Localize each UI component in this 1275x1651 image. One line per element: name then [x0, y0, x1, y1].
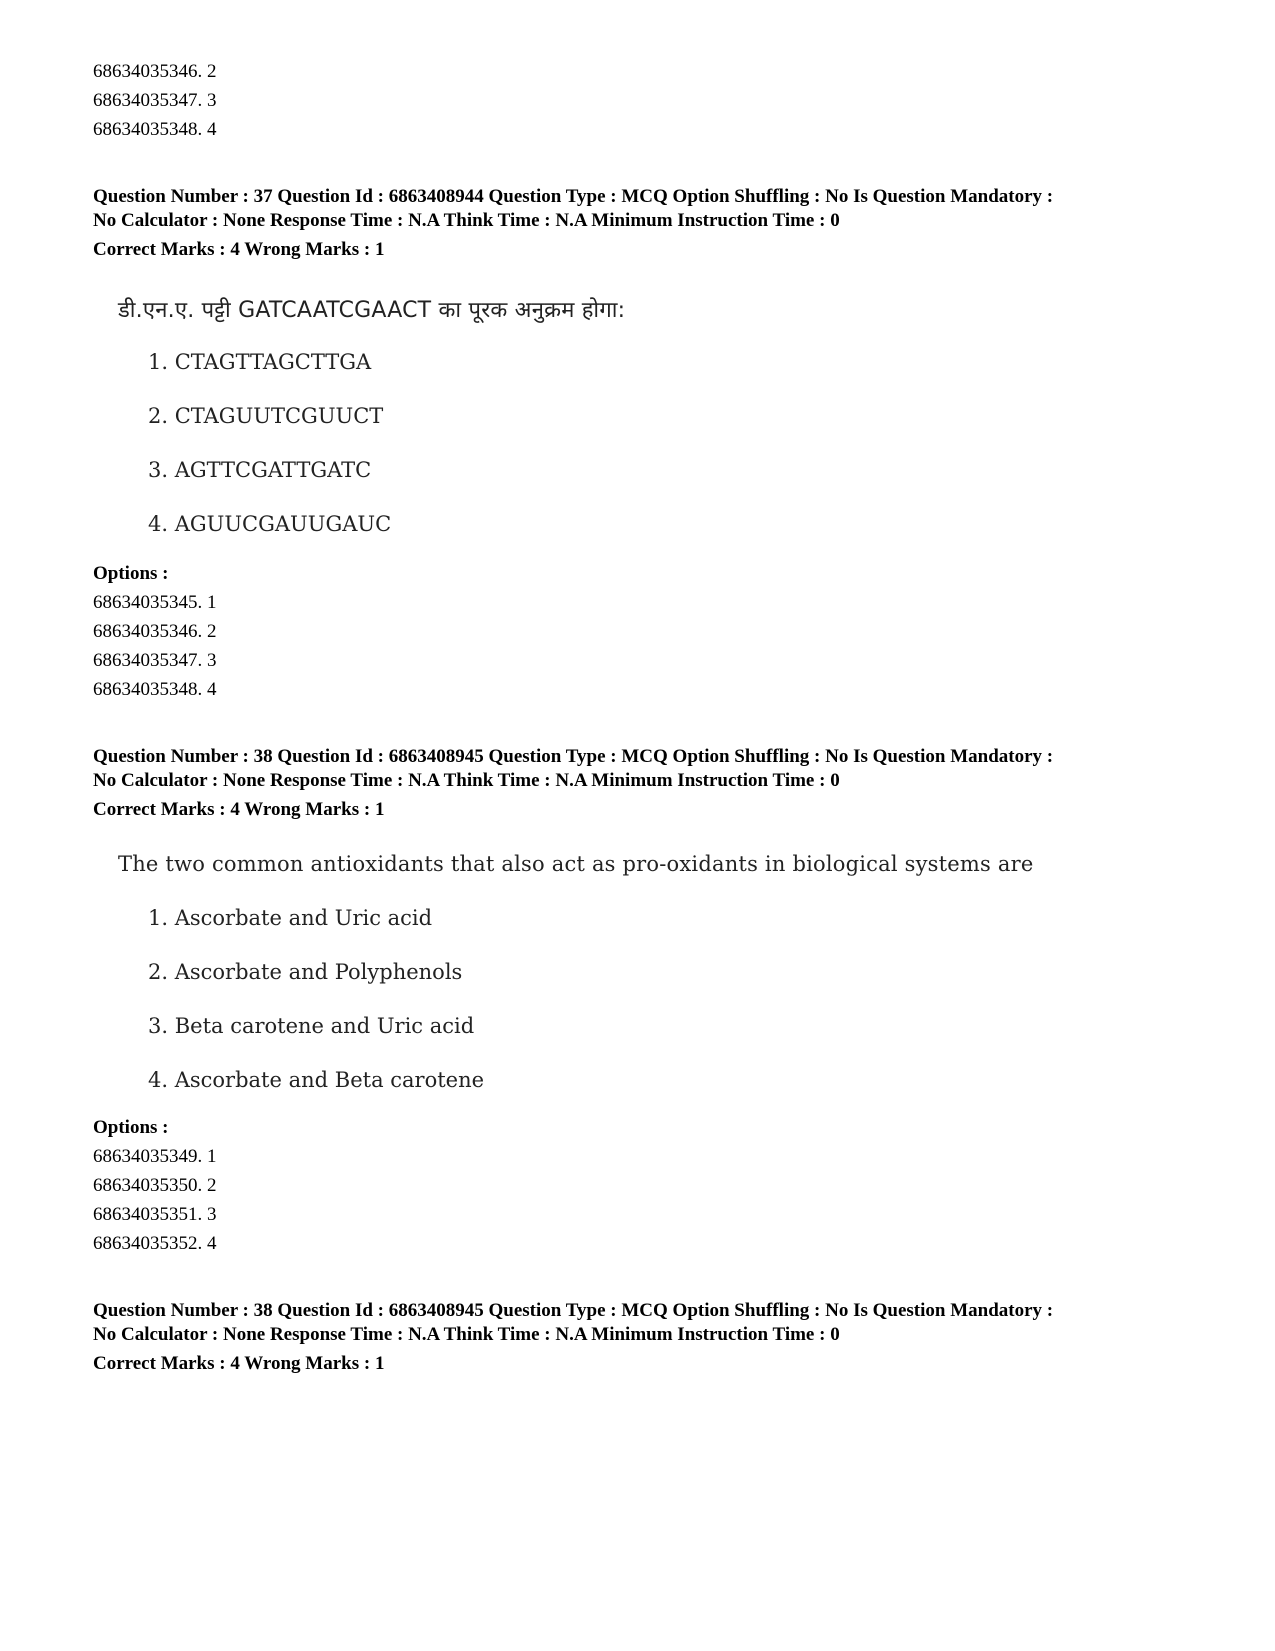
- question-text: The two common antioxidants that also act as pro-oxidants in biological systems are: [118, 852, 1034, 876]
- question-header: No Calculator : None Response Time : N.A Think Time : N.A Minimum Instruction Time : 0: [93, 210, 840, 231]
- option-line: 68634035351. 3: [93, 1204, 217, 1225]
- question-header: Question Number : 38 Question Id : 6863408945 Question Type : MCQ Option Shuffling : No Is Question Mandatory :: [93, 746, 1054, 767]
- question-marks: Correct Marks : 4 Wrong Marks : 1: [93, 1353, 385, 1374]
- option-line: 68634035352. 4: [93, 1233, 217, 1254]
- option-line: 68634035350. 2: [93, 1175, 217, 1196]
- question-marks: Correct Marks : 4 Wrong Marks : 1: [93, 799, 385, 820]
- question-choice: 1. CTAGTTAGCTTGA: [148, 350, 372, 374]
- option-line: 68634035347. 3: [93, 650, 217, 671]
- option-line: 68634035346. 2: [93, 61, 217, 82]
- question-choice: 2. Ascorbate and Polyphenols: [148, 960, 463, 984]
- question-header: No Calculator : None Response Time : N.A Think Time : N.A Minimum Instruction Time : 0: [93, 1324, 840, 1345]
- question-choice: 3. Beta carotene and Uric acid: [148, 1014, 475, 1038]
- options-label: Options :: [93, 563, 169, 584]
- option-line: 68634035348. 4: [93, 119, 217, 140]
- question-choice: 4. AGUUCGAUUGAUC: [148, 512, 392, 536]
- option-line: 68634035347. 3: [93, 90, 217, 111]
- options-label: Options :: [93, 1117, 169, 1138]
- question-choice: 2. CTAGUUTCGUUCT: [148, 404, 384, 428]
- question-marks: Correct Marks : 4 Wrong Marks : 1: [93, 239, 385, 260]
- question-choice: 1. Ascorbate and Uric acid: [148, 906, 433, 930]
- question-header: No Calculator : None Response Time : N.A Think Time : N.A Minimum Instruction Time : 0: [93, 770, 840, 791]
- question-choice: 3. AGTTCGATTGATC: [148, 458, 372, 482]
- question-choice: 4. Ascorbate and Beta carotene: [148, 1068, 485, 1092]
- option-line: 68634035348. 4: [93, 679, 217, 700]
- option-line: 68634035345. 1: [93, 592, 217, 613]
- question-header: Question Number : 38 Question Id : 6863408945 Question Type : MCQ Option Shuffling : No Is Question Mandatory :: [93, 1300, 1054, 1321]
- option-line: 68634035346. 2: [93, 621, 217, 642]
- option-line: 68634035349. 1: [93, 1146, 217, 1167]
- question-header: Question Number : 37 Question Id : 6863408944 Question Type : MCQ Option Shuffling : No Is Question Mandatory :: [93, 186, 1054, 207]
- question-text: डी.एन.ए. पट्टी GATCAATCGAACT का पूरक अनुक्रम होगा:: [118, 298, 626, 323]
